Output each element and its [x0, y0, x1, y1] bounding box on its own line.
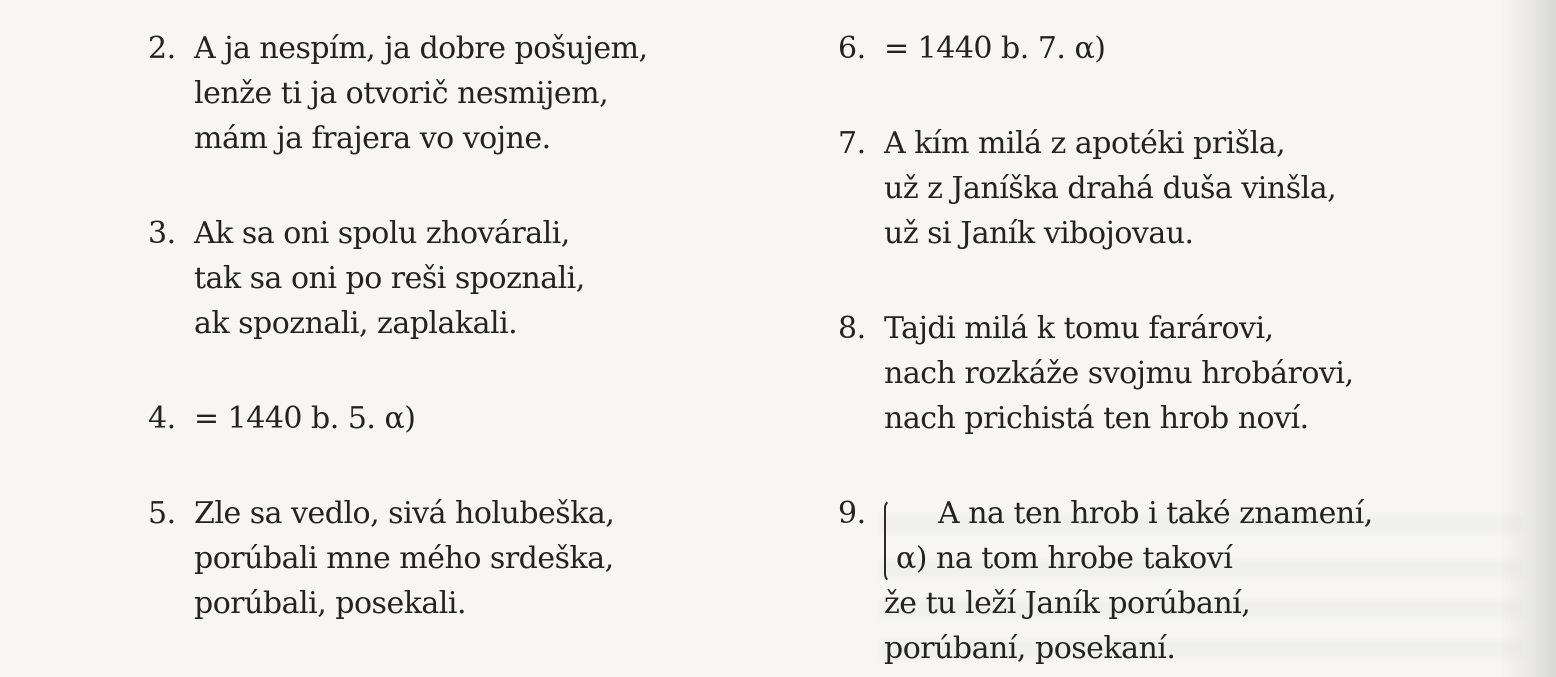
verse-line: nach rozkáže svojmu hrobárovi,: [884, 356, 1354, 391]
stanza-number: 2.: [148, 31, 176, 66]
stanza-4: [148, 396, 768, 441]
left-column: [148, 26, 768, 626]
stanza-3: [148, 211, 768, 346]
verse-text: = 1440 b. 5. α): [194, 401, 416, 436]
verse-line: porúbaní, posekaní.: [884, 631, 1176, 666]
stanza-number: 7.: [838, 126, 866, 161]
verse-line: porúbali mne mého srdeška,: [194, 541, 614, 576]
verse-text: = 1440 b. 7. α): [884, 31, 1106, 66]
left-brace-icon: [884, 499, 896, 583]
stanza-number: 4.: [148, 401, 176, 436]
verse-line: že tu leží Janík porúbaní,: [884, 586, 1251, 621]
stanza-2: [148, 26, 768, 161]
stanza-number: 6.: [838, 31, 866, 66]
verse-text: Zle sa vedlo, sivá holubeška,: [194, 496, 615, 531]
stanza-number: 3.: [148, 216, 176, 251]
verse-line: [838, 306, 1528, 351]
verse-line: α) na tom hrobe takoví: [896, 541, 1233, 576]
stanza-8: [838, 306, 1528, 441]
stanza-6: [838, 26, 1528, 71]
verse-line: [148, 396, 768, 441]
verse-text: Tajdi milá k tomu farárovi,: [884, 311, 1274, 346]
verse-line: už si Janík vibojovau.: [884, 216, 1194, 251]
verse-text: A kím milá z apotéki prišla,: [884, 126, 1286, 161]
verse-line: [838, 26, 1528, 71]
verse-line: [838, 491, 1528, 536]
verse-line: [148, 491, 768, 536]
verse-line: nach prichistá ten hrob noví.: [884, 401, 1309, 436]
stanza-number: 5.: [148, 496, 176, 531]
verse-line: ak spoznali, zaplakali.: [194, 306, 518, 341]
right-column: [838, 26, 1528, 671]
verse-line: [148, 211, 768, 256]
verse-text: Ak sa oni spolu zhovárali,: [194, 216, 570, 251]
verse-line: lenže ti ja otvorič nesmijem,: [194, 76, 609, 111]
stanza-5: [148, 491, 768, 626]
verse-line: porúbali, posekali.: [194, 586, 466, 621]
stanza-number: 8.: [838, 311, 866, 346]
verse-text: A na ten hrob i také znamení,: [938, 496, 1373, 531]
verse-line: mám ja frajera vo vojne.: [194, 121, 551, 156]
stanza-9: [838, 491, 1528, 671]
verse-text: A ja nespím, ja dobre pošujem,: [194, 31, 648, 66]
verse-line: tak sa oni po reši spoznali,: [194, 261, 585, 296]
verse-line: [838, 121, 1528, 166]
stanza-number: 9.: [838, 496, 866, 531]
verse-line: už z Janíška drahá duša vinšla,: [884, 171, 1337, 206]
verse-line: [148, 26, 768, 71]
stanza-7: [838, 121, 1528, 256]
